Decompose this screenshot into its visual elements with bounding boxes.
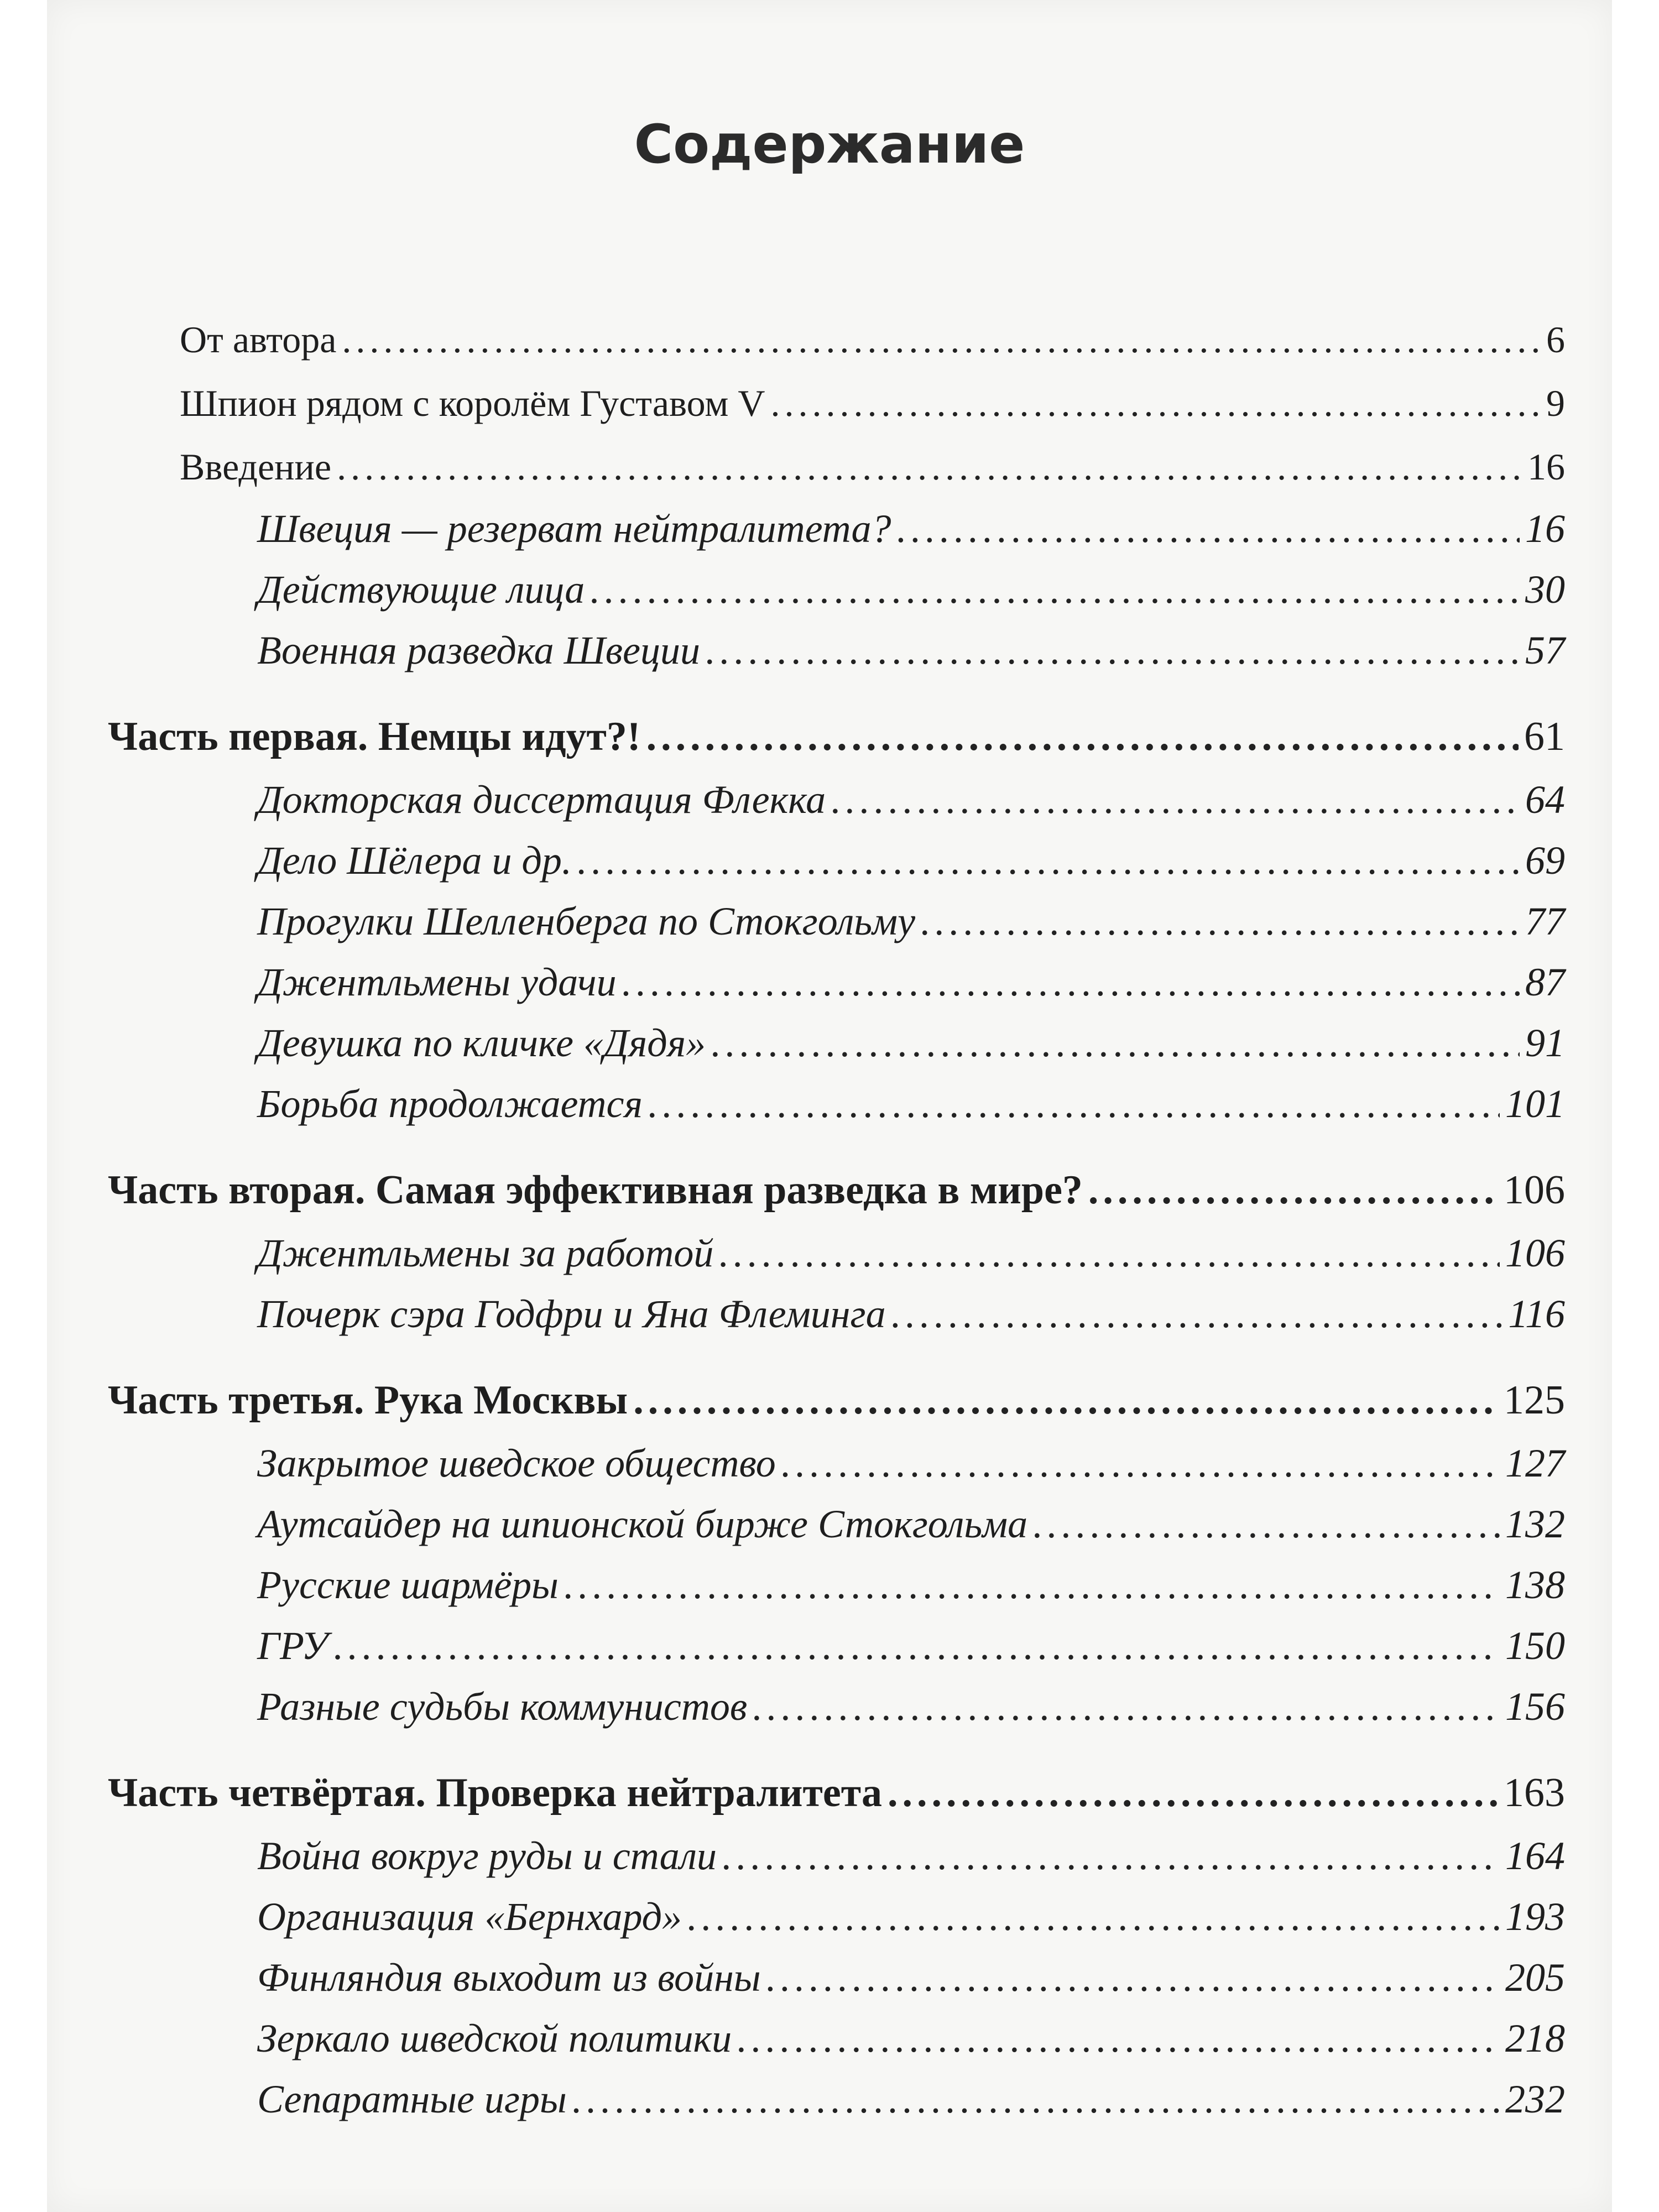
toc-page-number: 127 [1505, 1441, 1565, 1485]
toc-page-number: 87 [1525, 960, 1565, 1004]
toc-entry-title: Шпион рядом с королём Густавом V [180, 382, 765, 424]
dot-leader [577, 838, 1520, 884]
toc-entry-title: Русские шармёры [257, 1563, 559, 1607]
dot-leader [646, 713, 1519, 760]
toc-entry-title: Докторская диссертация Флекка [257, 778, 826, 822]
toc-page-number: 101 [1505, 1082, 1565, 1126]
page-title: Содержание [634, 113, 1025, 175]
toc-entry-title: Джентльмены удачи [257, 960, 617, 1004]
toc-page-number: 16 [1527, 446, 1565, 488]
toc-page-number: 57 [1525, 628, 1565, 672]
toc-entry-title: Часть вторая. Самая эффективная разведка в мире? [108, 1167, 1083, 1213]
toc-entry-title: Сепаратные игры [257, 2077, 567, 2121]
toc-entry-title: Закрытое шведское общество [257, 1441, 776, 1485]
toc-entry-title: Финляндия выходит из войны [257, 1955, 761, 2000]
toc-entry-title: Действующие лица [257, 567, 585, 612]
toc-entry-title: Военная разведка Швеции [257, 628, 700, 672]
toc-page-number: 164 [1505, 1834, 1565, 1878]
dot-leader [342, 318, 1541, 362]
toc-entry [180, 318, 1565, 362]
toc-entry-title: ГРУ [257, 1624, 328, 1668]
dot-leader [1088, 1167, 1498, 1214]
toc-page-number: 232 [1505, 2077, 1565, 2121]
toc-entry-title: Прогулки Шелленберга по Стокгольму [257, 899, 916, 943]
dot-leader [564, 1562, 1500, 1608]
toc-page-number: 205 [1505, 1955, 1565, 2000]
dot-leader [687, 1894, 1500, 1940]
toc-entry [257, 567, 1565, 613]
toc-entry-title: Аутсайдер на шпионской бирже Стокгольма [257, 1502, 1028, 1546]
toc-page-number: 30 [1525, 567, 1565, 612]
toc-page-number: 132 [1505, 1502, 1565, 1546]
toc-entry [257, 1441, 1565, 1486]
dot-leader [897, 506, 1520, 552]
book-page [47, 0, 1612, 2212]
toc-entry-title: Джентльмены за работой [257, 1231, 714, 1275]
toc-page-number: 106 [1504, 1167, 1565, 1213]
dot-leader [706, 628, 1520, 674]
toc-entry [257, 506, 1565, 552]
dot-leader [633, 1377, 1498, 1424]
dot-leader [622, 959, 1520, 1005]
toc-entry-title: Борьба продолжается [257, 1082, 643, 1126]
toc-entry [257, 1020, 1565, 1066]
toc-entry [257, 2077, 1565, 2122]
dot-leader [781, 1441, 1500, 1486]
toc-entry [257, 1081, 1565, 1127]
toc-entry [257, 838, 1565, 884]
toc-page-number: 125 [1504, 1378, 1565, 1423]
toc-entry-title: Зеркало шведской политики [257, 2016, 732, 2060]
dot-leader [766, 1955, 1500, 2001]
toc-entry [257, 628, 1565, 674]
toc-entry-title: Часть третья. Рука Москвы [108, 1378, 628, 1423]
toc-entry-title: Швеция — резерват нейтралитета? [257, 507, 891, 551]
toc-entry-title: От автора [180, 319, 337, 361]
toc-page-number: 138 [1505, 1563, 1565, 1607]
toc-page-number: 156 [1505, 1684, 1565, 1729]
toc-entry-title: Организация «Бернхард» [257, 1895, 682, 1939]
toc-entry-title: Разные судьбы коммунистов [257, 1684, 748, 1729]
toc-part-heading [108, 1167, 1565, 1214]
toc-entry-title: Война вокруг руды и стали [257, 1834, 717, 1878]
toc-entry-title: Часть четвёртая. Проверка нейтралитета [108, 1770, 882, 1815]
toc-entry-title: Девушка по кличке «Дядя» [257, 1021, 706, 1065]
toc-part-heading [108, 713, 1565, 760]
toc-page-number: 150 [1505, 1624, 1565, 1668]
dot-leader [719, 1230, 1500, 1276]
toc-page-number: 69 [1525, 838, 1565, 883]
dot-leader [921, 899, 1520, 945]
toc-entry [257, 959, 1565, 1005]
toc-entry [257, 1501, 1565, 1547]
dot-leader [722, 1833, 1500, 1879]
dot-leader [333, 1623, 1500, 1669]
toc-page-number: 6 [1546, 319, 1565, 361]
toc-entry [180, 382, 1565, 425]
dot-leader [888, 1770, 1498, 1817]
dot-leader [831, 777, 1520, 823]
toc-page-number: 106 [1505, 1231, 1565, 1275]
toc-part-heading [108, 1770, 1565, 1817]
toc-page-number: 193 [1505, 1895, 1565, 1939]
dot-leader [891, 1291, 1503, 1337]
toc-page-number: 9 [1546, 382, 1565, 424]
toc-entry [257, 1684, 1565, 1730]
toc-entry [257, 1562, 1565, 1608]
dot-leader [771, 382, 1541, 425]
toc-page-number: 116 [1508, 1292, 1565, 1336]
toc-page-number: 163 [1504, 1770, 1565, 1815]
toc-entry [180, 445, 1565, 489]
toc-part-heading [108, 1377, 1565, 1424]
toc-page-number: 91 [1525, 1021, 1565, 1065]
toc-entry [257, 2016, 1565, 2062]
toc-entry-title: Почерк сэра Годфри и Яна Флеминга [257, 1292, 886, 1336]
toc-entry [257, 1291, 1565, 1337]
toc-entry [257, 777, 1565, 823]
dot-leader [590, 567, 1520, 613]
dot-leader [337, 445, 1522, 489]
toc-entry [257, 1894, 1565, 1940]
toc-entry [257, 1230, 1565, 1276]
dot-leader [648, 1081, 1500, 1127]
toc-entry [257, 899, 1565, 945]
dot-leader [711, 1020, 1520, 1066]
toc-entry-title: Часть первая. Немцы идут?! [108, 714, 641, 759]
dot-leader [1033, 1501, 1500, 1547]
dot-leader [737, 2016, 1500, 2062]
toc-page-number: 218 [1505, 2016, 1565, 2060]
toc-page-number: 64 [1525, 778, 1565, 822]
dot-leader [753, 1684, 1500, 1730]
toc-entry [257, 1955, 1565, 2001]
toc-page-number: 16 [1525, 507, 1565, 551]
toc-entry [257, 1833, 1565, 1879]
toc-entry-title: Введение [180, 446, 332, 488]
toc-page-number: 77 [1525, 899, 1565, 943]
toc-page-number: 61 [1524, 714, 1565, 759]
toc-entry [257, 1623, 1565, 1669]
toc-entry-title: Дело Шёлера и др. [257, 838, 572, 883]
dot-leader [572, 2077, 1500, 2122]
